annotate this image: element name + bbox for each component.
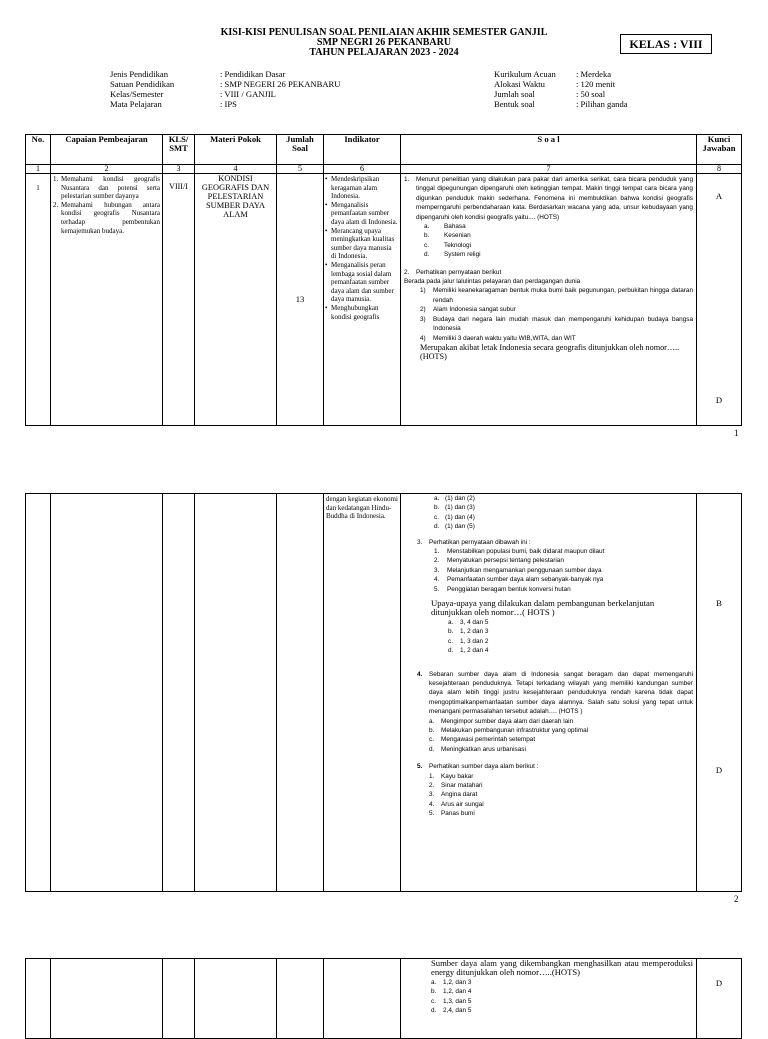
option-text: (1) dan (3) xyxy=(445,504,475,512)
option-text: 1,3, dan 5 xyxy=(443,997,472,1005)
meta-value: : Pilihan ganda xyxy=(576,99,628,109)
jumlah-cell: 13 xyxy=(277,174,324,426)
item-text: Memahami kondisi geografis Nusantara dan potensi serta pelestarian sumber dayanya xyxy=(61,175,160,201)
school-name: SMP NEGRI 26 PEKANBARU xyxy=(316,37,452,48)
option-text: Kesenian xyxy=(444,232,471,240)
indikator-cell xyxy=(324,174,401,426)
doc-title: KISI-KISI PENULISAN SOAL PENILAIAN AKHIR SEMESTER GANJIL xyxy=(220,27,548,38)
statement-text: Melanjutkan mengamankan penggunaan sumber daya xyxy=(447,566,602,574)
meta-row xyxy=(110,69,286,79)
question-intro: Perhatikan pernyataan dibawah ini : xyxy=(429,538,531,546)
option-text: 1, 2 dan 3 xyxy=(460,628,489,636)
question-text: Upaya-upaya yang dilakukan dalam pembangunan berkelanjutan ditunjukkan oleh nomor…( HOTS ) xyxy=(431,598,655,618)
empty-cell xyxy=(277,494,324,892)
meta-value: : IPS xyxy=(220,99,237,109)
statement-number: 2) xyxy=(420,306,426,314)
table-row xyxy=(26,494,742,892)
school-year: TAHUN PELAJARAN 2023 - 2024 xyxy=(309,47,459,58)
option-letter: b. xyxy=(429,726,435,734)
option xyxy=(424,231,693,240)
soal-cell xyxy=(401,174,697,426)
meta-row xyxy=(494,99,628,109)
option-letter: b. xyxy=(448,628,454,636)
question-text: Sumber daya alam yang dikembangkan menghasilkan atau memperoduksi energy ditunjukkan oleh nomor…..(HOTS) xyxy=(431,958,693,978)
option-letter: c. xyxy=(434,513,439,521)
meta-label: Satuan Pendidikan xyxy=(110,79,175,89)
kunci-cell xyxy=(697,174,742,426)
col-header-capaian: Capaian Pembeajaran xyxy=(51,135,163,165)
option-text: Bahasa xyxy=(444,223,466,231)
option xyxy=(429,726,693,735)
meta-label: Mata Pelajaran xyxy=(110,99,162,109)
kunci-cell xyxy=(697,959,742,1039)
col-header-materi: Materi Pokok xyxy=(195,135,277,165)
statement-number: 3) xyxy=(420,315,426,323)
meta-value: : Pendidikan Dasar xyxy=(220,69,286,79)
option xyxy=(448,618,693,627)
option-letter: a. xyxy=(431,978,437,986)
statement xyxy=(434,575,693,584)
col-header-indikator: Indikator xyxy=(324,135,401,165)
statement-text: Penggiatan beragam bentuk konversi hutan xyxy=(447,585,571,593)
meta-label: Alokasi Waktu xyxy=(494,79,545,89)
column-number-row xyxy=(26,165,742,174)
soal-cell xyxy=(401,959,697,1039)
statement-number: 2. xyxy=(434,557,440,565)
meta-label: Kurikulum Acuan xyxy=(494,69,556,79)
column-number: 2 xyxy=(51,165,163,174)
kunci-cell xyxy=(697,494,742,892)
col-header-text: Kunci xyxy=(707,134,731,144)
item-number: 1. xyxy=(53,175,59,183)
option xyxy=(434,522,693,531)
statement-text: Alam Indonesia sangat subur xyxy=(433,306,516,314)
col-header-no: No. xyxy=(26,135,51,165)
meta-value: : 50 soal xyxy=(576,89,606,99)
meta-row xyxy=(110,99,237,109)
materi-cell: KONDISI GEOGRAFIS DAN PELESTARIAN SUMBER DAYA ALAM xyxy=(195,174,277,426)
meta-row xyxy=(494,89,606,99)
option-list xyxy=(429,717,693,755)
option-letter: b. xyxy=(424,232,430,240)
statement xyxy=(420,315,693,334)
option-list xyxy=(416,222,693,260)
option-letter: d. xyxy=(429,745,435,753)
option-text: (1) dan (2) xyxy=(445,495,475,502)
statement-number: 1. xyxy=(429,772,435,780)
empty-cell xyxy=(51,494,163,892)
statement xyxy=(420,286,693,305)
statement-text: Sinar matahari xyxy=(441,781,483,789)
question-text: Merupakan akibat letak Indonesia secara geografis ditunjukkan oleh nomor…..(HOTS) xyxy=(420,342,680,362)
col-header-kls xyxy=(163,135,195,165)
table-row xyxy=(26,959,742,1039)
option-text: 3, 4 dan 5 xyxy=(460,618,489,626)
statement-list xyxy=(429,772,538,819)
statement-number: 3. xyxy=(434,566,440,574)
question-2 xyxy=(404,268,693,277)
statement xyxy=(420,305,693,314)
option-letter: a. xyxy=(434,495,440,502)
option xyxy=(448,637,693,646)
statement xyxy=(429,781,538,790)
question-3 xyxy=(404,538,693,547)
statement-number: 5. xyxy=(434,585,440,593)
statement xyxy=(429,772,538,781)
option-text: 1,2, dan 4 xyxy=(443,988,472,996)
column-number: 7 xyxy=(401,165,697,174)
empty-cell xyxy=(163,494,195,892)
question-intro: Perhatikan pernyataan berikut xyxy=(416,268,502,276)
option-text: (1) dan (4) xyxy=(445,513,475,521)
soal-cell xyxy=(401,494,697,892)
answer-key: A xyxy=(715,191,723,201)
capaian-item xyxy=(53,175,160,201)
option-list xyxy=(404,618,693,656)
table-header-row xyxy=(26,135,742,165)
option-text: Meningkatkan arus urbanisasi xyxy=(441,745,526,753)
answer-key: D xyxy=(715,395,723,405)
statement-text: Angina darat xyxy=(441,791,478,799)
option xyxy=(424,250,693,259)
option-letter: c. xyxy=(424,241,429,249)
item-number: 2. xyxy=(53,200,59,209)
option xyxy=(448,627,693,636)
option xyxy=(431,997,693,1006)
statement xyxy=(434,585,693,594)
col-header-text: Soal xyxy=(292,143,308,153)
col-header-jumlah xyxy=(277,135,324,165)
statement-text: Budaya dari negara lain mudah masuk dan mempengaruhi kehidupan budaya bangsa Indonesia xyxy=(433,315,693,333)
option-text: 1, 3 dan 2 xyxy=(460,637,489,645)
meta-value: : SMP NEGERI 26 PEKANBARU xyxy=(220,79,341,89)
statement-text: Memiliki keanekaragaman bentuk muka bumi baik pegunungan, perbukitan hingga dataran rendah xyxy=(433,287,693,304)
question-text: Sebaran sumber daya alam di Indonesia sangat beragam dan dapat memengaruhi kesejahteraan penduduknya. Tetapi terkadang wilayah yang memiliki kandungan sumber daya alam lebih tinggi justru kesejahteraan penduduknya rendah karena tidak dapat mengoptimalkanpemanfaatan sumber daya alamnya. Salah satu solusi yang tepat untuk menangani permasalahan tersebut adalah…. (HOTS ) xyxy=(429,670,693,716)
option-text: Mengimpor sumber daya alam dari daerah lain xyxy=(441,717,574,725)
row-number: 1 xyxy=(26,174,51,426)
continuation-table xyxy=(25,958,742,1039)
statement-text: Memiliki 3 daerah waktu yaitu WIB,WITA, dan WIT xyxy=(433,334,576,342)
statement-text: Menstabilkan populasi bumi, baik didarat maupun dilaut xyxy=(447,548,605,556)
meta-value: : VIII / GANJIL xyxy=(220,89,276,99)
meta-row xyxy=(110,89,276,99)
option-list xyxy=(404,494,693,532)
statement-number: 3. xyxy=(429,791,435,799)
option-letter: d. xyxy=(434,523,440,531)
question-intro: Berada pada jalur lalulintas pelayaran dan perdagangan dunia xyxy=(404,278,581,286)
question-number: 4. xyxy=(417,670,423,678)
option-letter: c. xyxy=(429,736,434,744)
option xyxy=(431,978,693,987)
column-number: 3 xyxy=(163,165,195,174)
option-text: Melakukan pembangunan infrastruktur yang optimal xyxy=(441,726,589,734)
kls-cell: VIII/I xyxy=(163,174,195,426)
statement-number: 1) xyxy=(420,287,426,295)
option-letter: b. xyxy=(431,988,437,996)
empty-cell xyxy=(195,494,277,892)
statement xyxy=(434,566,693,575)
col-header-text: Jumlah xyxy=(286,134,314,144)
question-1 xyxy=(404,175,693,260)
class-box: KELAS : VIII xyxy=(620,34,712,54)
main-table xyxy=(25,134,742,426)
indikator-item: • Menghubungkan kondisi geografis xyxy=(325,304,398,321)
statement xyxy=(434,556,693,565)
option-letter: c. xyxy=(431,997,436,1005)
option xyxy=(448,646,693,655)
page-number: 2 xyxy=(734,894,739,904)
col-header-kunci xyxy=(697,135,742,165)
question-5 xyxy=(404,762,693,818)
statement-list xyxy=(404,286,693,342)
meta-label: Jumlah soal xyxy=(494,89,535,99)
option xyxy=(431,987,693,996)
meta-left xyxy=(110,69,341,109)
option-letter: b. xyxy=(434,504,440,512)
statement xyxy=(429,809,538,818)
meta-row xyxy=(110,79,341,89)
option-text: (1) dan (5) xyxy=(445,523,475,531)
empty-cell xyxy=(26,959,51,1039)
question-4 xyxy=(404,670,693,755)
statement xyxy=(434,547,693,556)
option-list xyxy=(431,978,693,1016)
option xyxy=(424,222,693,231)
option xyxy=(429,745,693,754)
meta-label: Jenis Pendidikan xyxy=(110,69,169,79)
statement-text: Kayu bakar xyxy=(441,772,474,780)
option-text: 1,2, dan 3 xyxy=(443,978,472,986)
column-number: 6 xyxy=(324,165,401,174)
indikator-item: • Mendeskripsikan keragaman alam Indonesia. xyxy=(325,175,398,201)
question-intro: Perhatikan sumber daya alam berikut : xyxy=(429,763,539,771)
answer-key: D xyxy=(715,978,723,988)
empty-cell xyxy=(324,959,401,1039)
answer-key: D xyxy=(715,765,723,775)
meta-value: : Merdeka xyxy=(576,69,612,79)
statement-number: 4. xyxy=(434,576,440,584)
option-text: Teknologi xyxy=(444,241,472,249)
question-text: Menurut penelitian yang dilakukan para pakar dari amerika serikat, cara bicara penduduk yang tinggal dipegunungan dipengaruhi oleh ketinggian tempat. Makin tinggi tempat cara bicara yang digunkan penduduk makin sederhana. Fenomena ini membuktikan bahwa kondisi geografis memperngaruhi perbendaharaan kata. Berdasarkan wacana yang ada, unsur kebudayaan yang dipengaruhi oleh kondisi geografis yaitu.... (HOTS) xyxy=(416,176,693,221)
indikator-cell: dengan kegiatan ekonomi dan kedatangan Hindu-Buddha di Indonesia. xyxy=(324,494,401,892)
empty-cell xyxy=(277,959,324,1039)
column-number: 8 xyxy=(697,165,742,174)
capaian-item xyxy=(53,201,160,235)
option xyxy=(429,717,693,726)
statement-number: 4. xyxy=(429,800,435,808)
option-letter: d. xyxy=(424,251,430,259)
statement xyxy=(429,800,538,809)
col-header-text: Jawaban xyxy=(702,143,736,153)
option-letter: a. xyxy=(424,223,430,231)
option xyxy=(429,735,693,744)
statement-number: 5. xyxy=(429,810,435,818)
meta-label: Kelas/Semester xyxy=(110,89,164,99)
meta-value: : 120 menit xyxy=(576,79,616,89)
statement-text: Panas bumi xyxy=(441,810,475,818)
option xyxy=(434,503,693,512)
statement-number: 1. xyxy=(434,548,440,556)
meta-right xyxy=(494,69,628,109)
option xyxy=(434,494,693,503)
col-header-text: SMT xyxy=(169,143,188,153)
indikator-item: • Merancang upaya meningkatkan kualitas sumber daya manusia di Indonesia. xyxy=(325,227,398,261)
option-letter: a. xyxy=(448,618,454,626)
option-text: 1, 2 dan 4 xyxy=(460,647,489,655)
empty-cell xyxy=(195,959,277,1039)
option-letter: d. xyxy=(448,647,454,655)
question-number: 1. xyxy=(404,176,410,183)
empty-cell xyxy=(26,494,51,892)
option-text: System religi xyxy=(444,251,481,259)
meta-row xyxy=(494,69,612,79)
option xyxy=(434,513,693,522)
column-number: 1 xyxy=(26,165,51,174)
option xyxy=(431,1006,693,1015)
empty-cell xyxy=(51,959,163,1039)
continuation-table xyxy=(25,493,742,892)
meta-row xyxy=(494,79,616,89)
question-number: 2. xyxy=(404,268,410,276)
option-letter: a. xyxy=(429,717,435,725)
item-text: Memahami hubungan antara kondisi geografis Nusantara terhadap pembentukan kemajemukan budaya. xyxy=(61,200,160,235)
meta-label: Bentuk soal xyxy=(494,99,535,109)
statement-number: 2. xyxy=(429,781,435,789)
option-text: 2,4, dan 5 xyxy=(443,1007,472,1015)
indikator-item: • Menganalisis peran lembaga sosial dalam pemanfaatan sumber daya alam dan sumber daya manusia. xyxy=(325,261,398,304)
option-letter: c. xyxy=(448,637,453,645)
indikator-item: • Menganalisis pemanfaatan sumber daya alam di Indonesia. xyxy=(325,201,398,227)
statement-text: Arus air sungai xyxy=(441,800,484,808)
question-number: 5. xyxy=(417,763,423,771)
statement xyxy=(420,334,693,343)
question-number: 3. xyxy=(417,538,423,546)
col-header-text: KLS/ xyxy=(168,134,189,144)
column-number: 5 xyxy=(277,165,324,174)
statement-text: Menyatukan persepsi tentang pelestarian xyxy=(447,557,564,565)
option xyxy=(424,241,693,250)
statement xyxy=(429,790,538,799)
capaian-cell xyxy=(51,174,163,426)
empty-cell xyxy=(163,959,195,1039)
column-number: 4 xyxy=(195,165,277,174)
table-row xyxy=(26,174,742,426)
col-header-soal: S o a l xyxy=(401,135,697,165)
statement-list xyxy=(404,547,693,594)
option-letter: d. xyxy=(431,1007,437,1015)
page-number: 1 xyxy=(734,428,739,438)
option-text: Mengawasi pemerintah setempat xyxy=(441,736,536,744)
answer-key: B xyxy=(716,598,722,608)
statement-text: Pemanfaatan sumber daya alam sebanyak-banyak nya xyxy=(447,576,604,584)
statement-number: 4) xyxy=(420,334,426,342)
